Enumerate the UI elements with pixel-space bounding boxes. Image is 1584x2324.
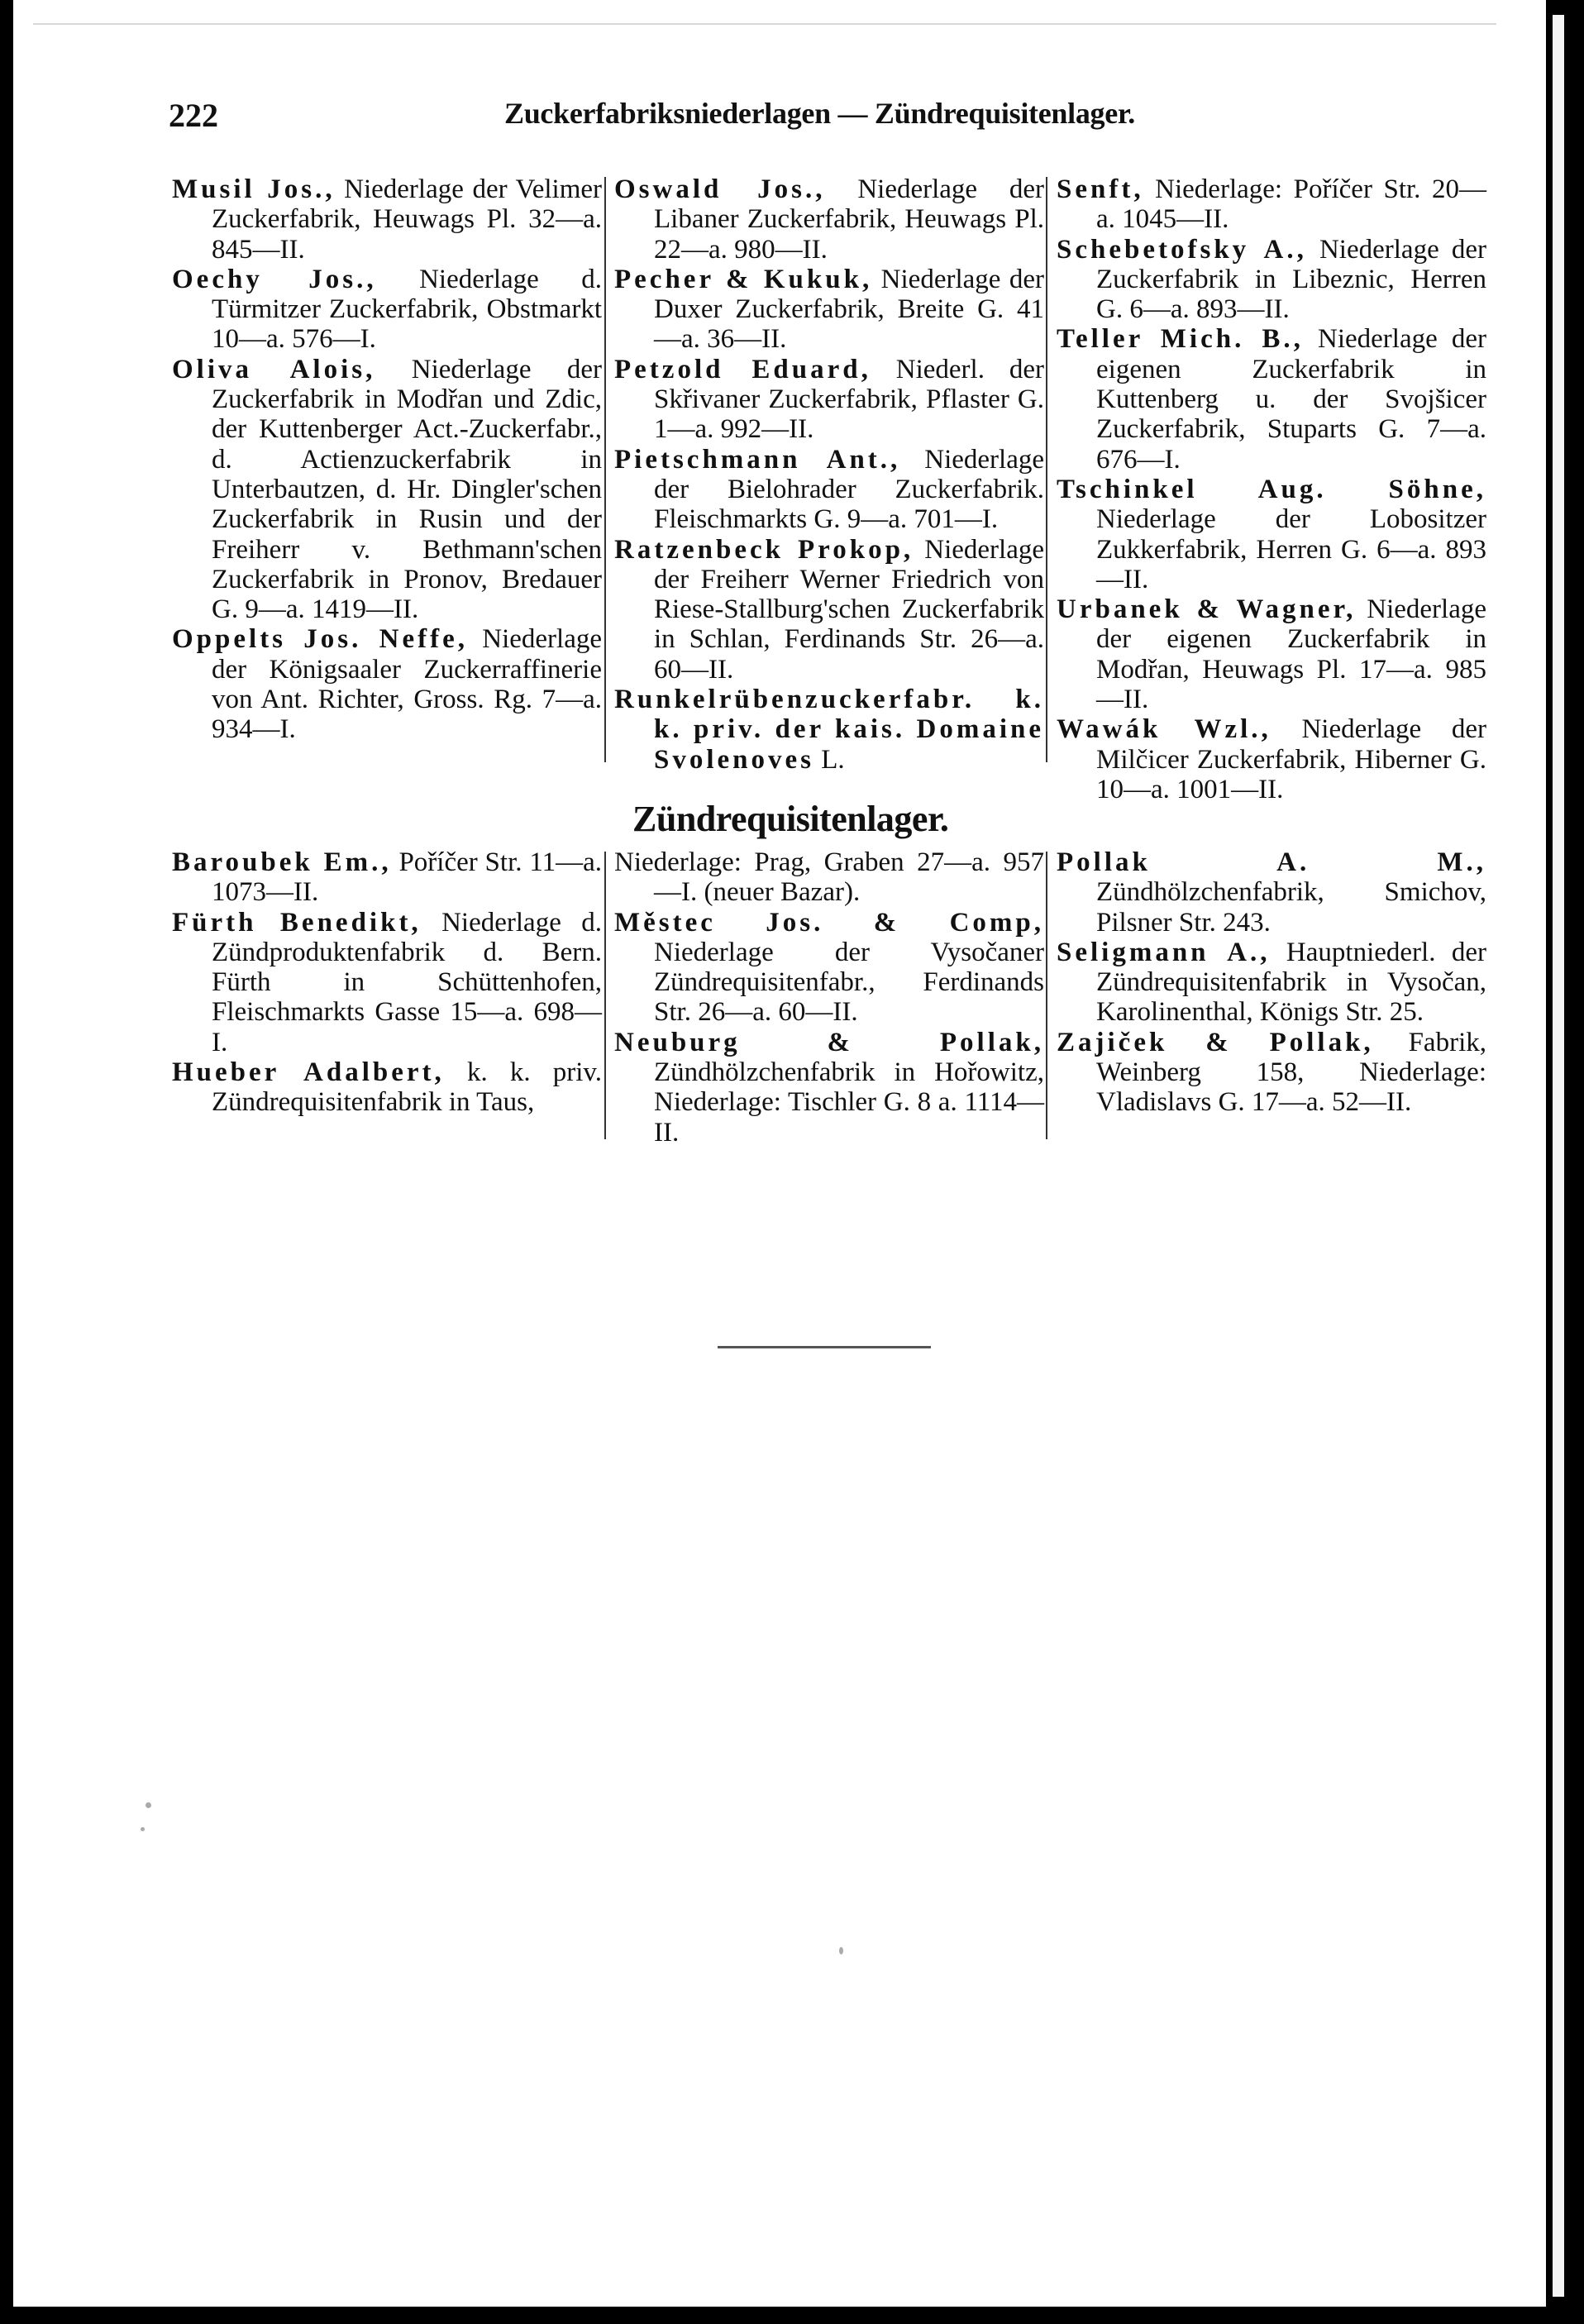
sugar-column-2 <box>614 174 1044 775</box>
entry-text: Niederlage der Lobositzer Zukkerfabrik, Herren G. 6—a. 893—II. <box>1096 504 1486 594</box>
directory-entry <box>1057 938 1486 1028</box>
entry-name: Oechy Jos., <box>172 264 377 294</box>
adjacent-page-edge <box>1553 15 1564 2297</box>
entry-text: Niederlage der Bielohrader Zuckerfabrik. Fleischmarkts G. 9—a. 701—I. <box>654 444 1045 535</box>
print-speck <box>146 1802 151 1808</box>
directory-entry <box>614 535 1044 685</box>
directory-entry <box>614 174 1044 265</box>
entry-name: Oliva Alois, <box>172 354 376 384</box>
entry-name: Urbanek & Wagner, <box>1057 594 1357 625</box>
entry-text: Hauptniederl. der Zündrequisitenfabrik in Vysočan, Karolinenthal, Königs Str. 25. <box>1096 937 1487 1028</box>
entry-name: Oppelts Jos. Neffe, <box>172 624 468 655</box>
directory-entry <box>614 355 1044 445</box>
entry-name: Pollak A. M., <box>1057 847 1486 877</box>
entry-name: Neuburg & Pollak, <box>614 1027 1044 1057</box>
directory-entry <box>614 445 1044 535</box>
directory-entry <box>172 265 602 355</box>
sugar-column-1 <box>172 174 602 745</box>
entry-name: Musil Jos., <box>172 174 336 204</box>
entry-text: Niederlage der Milčicer Zuckerfabrik, Hiberner G. 10—a. 1001—II. <box>1096 714 1486 804</box>
directory-entry <box>614 265 1044 355</box>
directory-entry <box>1057 1028 1486 1118</box>
entry-text: Niederlage der Duxer Zuckerfabrik, Breite G. 41—a. 36—II. <box>654 264 1044 355</box>
matches-column-2 <box>614 847 1044 1148</box>
directory-entry <box>614 1028 1044 1148</box>
entry-text: Niederlage der Zuckerfabrik in Modřan und Zdic, der Kuttenberger Act.-Zuckerfabr., d. Actienzuckerfabrik in Unterbautzen, d. Hr. Dingler'schen Zuckerfabrik in Rusin und der Freiherr v. Bethmann'schen Zuckerfabrik in Pronov, Bredauer G. 9—a. 1419—II. <box>212 354 603 625</box>
end-rule <box>718 1346 931 1348</box>
entry-name: Ratzenbeck Prokop, <box>614 534 914 565</box>
matches-column-3 <box>1057 847 1486 1118</box>
top-edge-line <box>33 23 1496 25</box>
directory-entry <box>614 847 1044 908</box>
section-title: Zündrequisitenlager. <box>632 799 949 839</box>
entry-name: Tschinkel Aug. Söhne, <box>1057 474 1486 504</box>
entry-text: Niederlage der eigenen Zuckerfabrik in Modřan, Heuwags Pl. 17—a. 985—II. <box>1096 594 1486 715</box>
entry-text: Niederlage der eigenen Zuckerfabrik in Kuttenberg u. der Svojšicer Zuckerfabrik, Stuparts G. 7—a. 676—I. <box>1096 324 1486 475</box>
entry-text: Niederlage der Freiherr Werner Friedrich von Riese-Stallburg'schen Zuckerfabrik in Schlan, Ferdinands Str. 26—a. 60—II. <box>654 534 1044 685</box>
entry-text: k. k. priv. Zündrequisitenfabrik in Taus, <box>212 1057 603 1118</box>
entry-name: Baroubek Em., <box>172 847 392 877</box>
entry-name: Seligmann A., <box>1057 937 1271 967</box>
directory-entry <box>1057 847 1486 938</box>
running-header <box>157 96 1513 137</box>
directory-entry <box>1057 324 1486 474</box>
entry-text: Niederlage der Velimer Zuckerfabrik, Heuwags Pl. 32—a. 845—II. <box>212 174 602 265</box>
entry-name: Wawák Wzl., <box>1057 714 1271 745</box>
entry-text: Niederlage: Poříčer Str. 20—a. 1045—II. <box>1096 174 1486 235</box>
column-rule <box>1046 852 1047 1139</box>
entry-text: Poříčer Str. 11—a. 1073—II. <box>212 847 602 908</box>
directory-entry <box>614 685 1044 775</box>
directory-entry <box>1057 475 1486 594</box>
entry-text: Fabrik, Weinberg 158, Niederlage: Vladislavs G. 17—a. 52—II. <box>1096 1027 1486 1118</box>
entry-name: Senft, <box>1057 174 1144 204</box>
entry-text: Niederlage: Prag, Graben 27—a. 957—I. (neuer Bazar). <box>614 847 1044 908</box>
directory-entry <box>1057 714 1486 804</box>
entry-name: Petzold Eduard, <box>614 354 871 384</box>
entry-name: Oswald Jos., <box>614 174 826 204</box>
directory-entry <box>172 847 602 908</box>
entry-text: Niederlage der Zuckerfabrik in Libeznic, Herren G. 6—a. 893—II. <box>1096 234 1486 325</box>
entry-name: Pietschmann Ant., <box>614 444 901 475</box>
entry-text: Niederlage d. Türmitzer Zuckerfabrik, Obstmarkt 10—a. 576—I. <box>212 264 603 355</box>
directory-entry <box>172 1057 602 1118</box>
directory-entry <box>172 174 602 265</box>
directory-entry <box>172 624 602 744</box>
entry-name: Fürth Benedikt, <box>172 907 422 938</box>
directory-entry <box>172 908 602 1057</box>
column-rule <box>604 177 606 762</box>
entry-name: Runkelrübenzuckerfabr. k. k. priv. der kais. Domaine Svolenoves <box>614 685 1044 775</box>
print-speck <box>141 1827 145 1831</box>
entry-name: Zajiček & Pollak, <box>1057 1027 1374 1057</box>
entry-name: Pecher & Kukuk, <box>614 264 873 294</box>
directory-entry <box>1057 594 1486 714</box>
print-speck <box>839 1947 843 1954</box>
entry-text: Niederlage d. Zündproduktenfabrik d. Bern. Fürth in Schüttenhofen, Fleischmarkts Gasse 15—a. 698—I. <box>212 907 602 1057</box>
entry-text: Niederlage der Königsaaler Zuckerraffinerie von Ant. Richter, Gross. Rg. 7—a. 934—I. <box>212 624 603 745</box>
entry-name: Městec Jos. & Comp, <box>614 907 1044 938</box>
entry-text: Niederlage der Libaner Zuckerfabrik, Heuwags Pl. 22—a. 980—II. <box>654 174 1044 265</box>
entry-name: Hueber Adalbert, <box>172 1057 445 1088</box>
entry-text: Zündhölzchenfabrik, Smichov, Pilsner Str. 243. <box>1096 877 1486 938</box>
directory-entry <box>172 355 602 625</box>
entry-text: Niederlage der Vysočaner Zündrequisitenfabr., Ferdinands Str. 26—a. 60—II. <box>654 937 1044 1028</box>
entry-name: Teller Mich. B., <box>1057 324 1304 355</box>
entry-text: Niederl. der Skřivaner Zuckerfabrik, Pflaster G. 1—a. 992—II. <box>654 354 1044 445</box>
page-number: 222 <box>169 97 218 134</box>
entry-text: L. <box>821 744 845 775</box>
column-rule <box>1046 177 1047 762</box>
directory-entry <box>1057 174 1486 235</box>
sugar-column-3 <box>1057 174 1486 804</box>
column-rule <box>604 852 606 1139</box>
directory-entry <box>614 908 1044 1028</box>
entry-name: Schebetofsky A., <box>1057 234 1307 265</box>
matches-column-1 <box>172 847 602 1118</box>
directory-entry <box>1057 235 1486 325</box>
header-title: Zuckerfabriksniederlagen — Zündrequisitenlager. <box>504 97 1135 130</box>
entry-text: Zündhölzchenfabrik in Hořowitz, Niederlage: Tischler G. 8 a. 1114—II. <box>654 1057 1044 1148</box>
